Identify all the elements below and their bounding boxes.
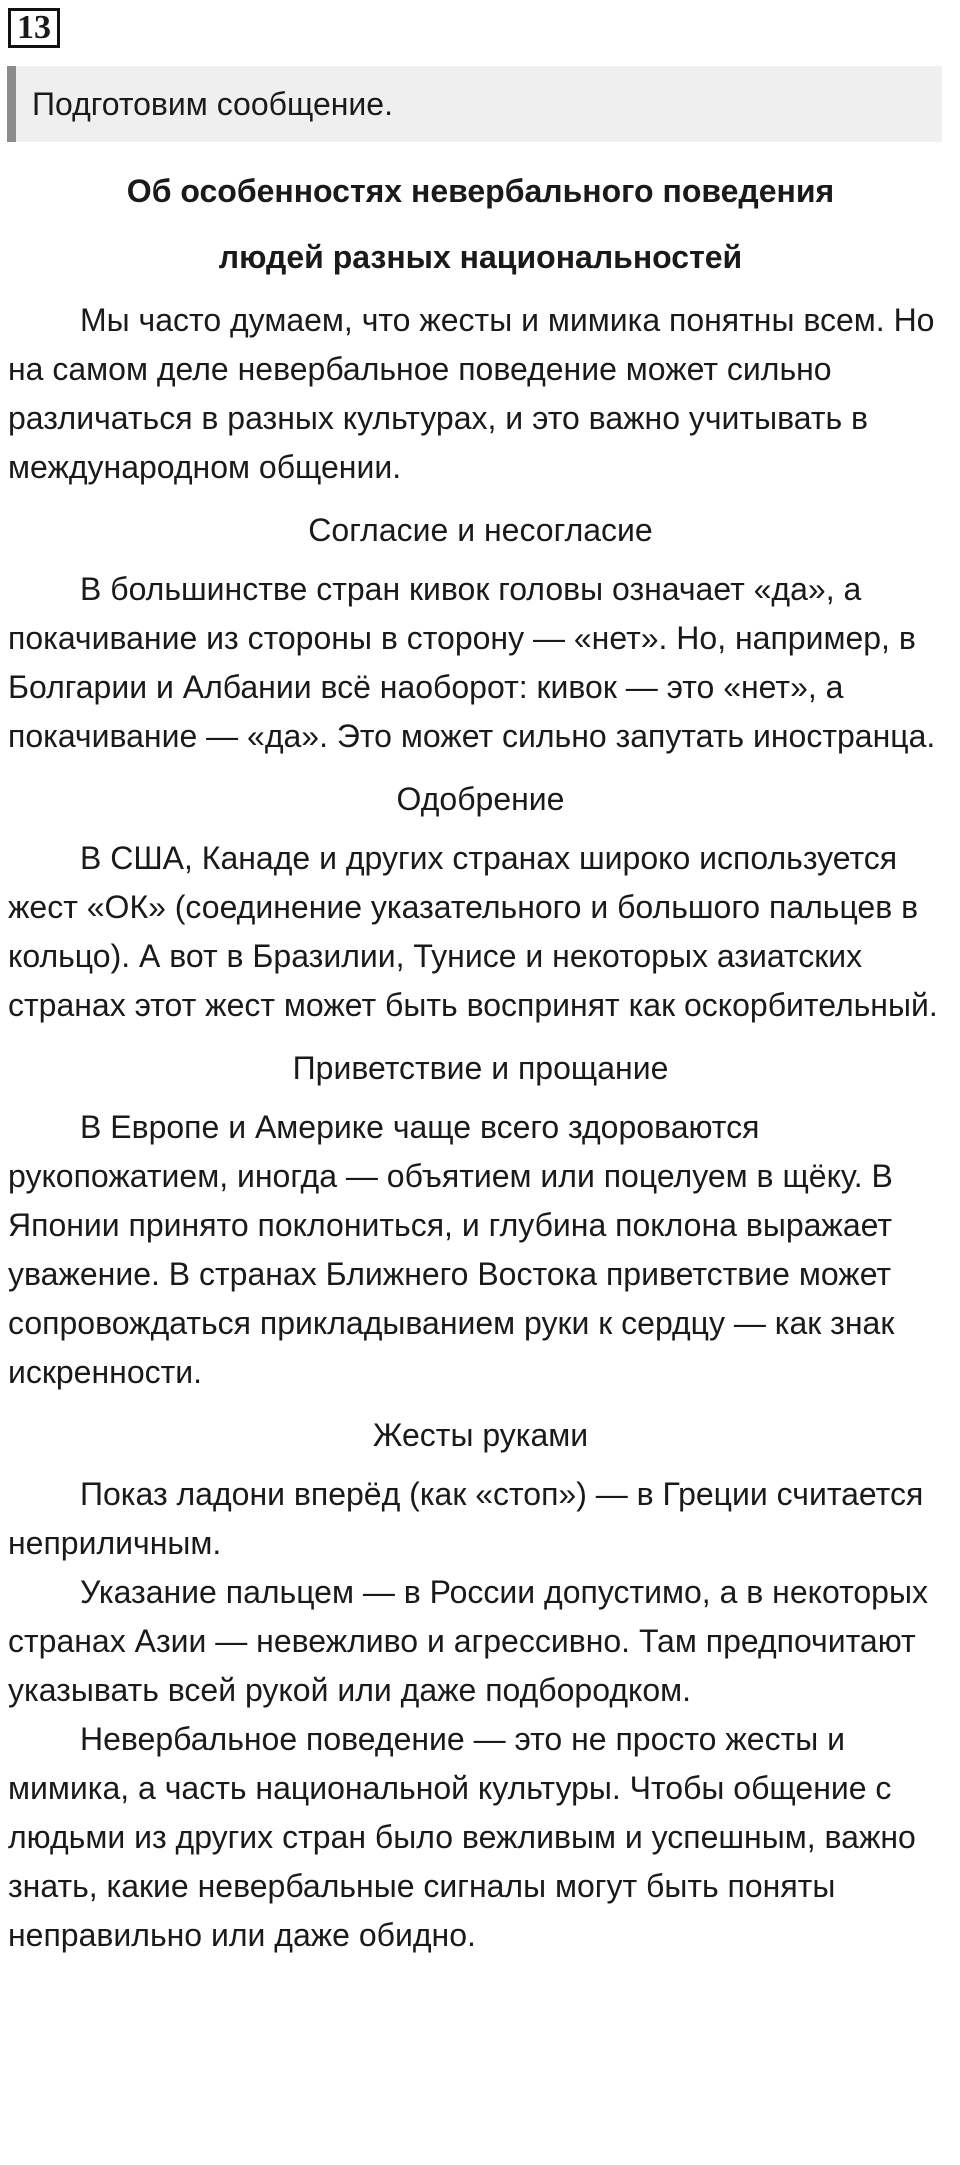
section-paragraph-palm: Показ ладони вперёд (как «стоп») — в Греции считается неприличным. [8, 1476, 924, 1561]
section-paragraph-pointing: Указание пальцем — в России допустимо, а в некоторых странах Азии — невежливо и агрессивно. Там предпочитают указывать всей рукой или даже подбородком. [8, 1574, 928, 1708]
article-title-line-1: Об особенностях невербального поведения [126, 173, 835, 209]
prompt-callout [7, 66, 942, 142]
conclusion-paragraph: Невербальное поведение — это не просто жесты и мимика, а часть национальной культуры. Чтобы общение с людьми из других стран было вежливым и успешным, важно знать, какие невербальные сигналы могут быть поняты неправильно или даже обидно. [8, 1721, 916, 1953]
intro-paragraph: Мы часто думаем, что жесты и мимика понятны всем. Но на самом деле невербальное поведение может сильно различаться в разных культурах, и это важно учитывать в международном общении. [8, 302, 935, 485]
section-heading-greeting: Приветствие и прощание [292, 1050, 669, 1086]
section-paragraph-greeting: В Европе и Америке чаще всего здороваются рукопожатием, иногда — объятием или поцелуем в щёку. В Японии принято поклониться, и глубина поклона выражает уважение. В странах Ближнего Востока приветствие может сопровождаться прикладыванием руки к сердцу — как знак искренности. [8, 1109, 895, 1390]
section-paragraph-agreement: В большинстве стран кивок головы означает «да», а покачивание из стороны в сторону — «нет». Но, например, в Болгарии и Албании всё наоборот: кивок — это «нет», а покачивание — «да». Это может сильно запутать иностранца. [8, 571, 936, 754]
article-title-line-2: людей разных национальностей [218, 239, 743, 275]
task-number-badge: 13 [8, 8, 60, 48]
section-heading-hand-gestures: Жесты руками [372, 1417, 589, 1453]
section-heading-approval: Одобрение [396, 781, 565, 817]
section-paragraph-approval: В США, Канаде и других странах широко используется жест «ОК» (соединение указательного и большого пальцев в кольцо). А вот в Бразилии, Тунисе и некоторых азиатских странах этот жест может быть воспринят как оскорбительный. [8, 840, 938, 1023]
article [8, 158, 953, 1960]
prompt-text: Подготовим сообщение. [32, 86, 393, 122]
section-heading-agreement: Согласие и несогласие [308, 512, 653, 548]
